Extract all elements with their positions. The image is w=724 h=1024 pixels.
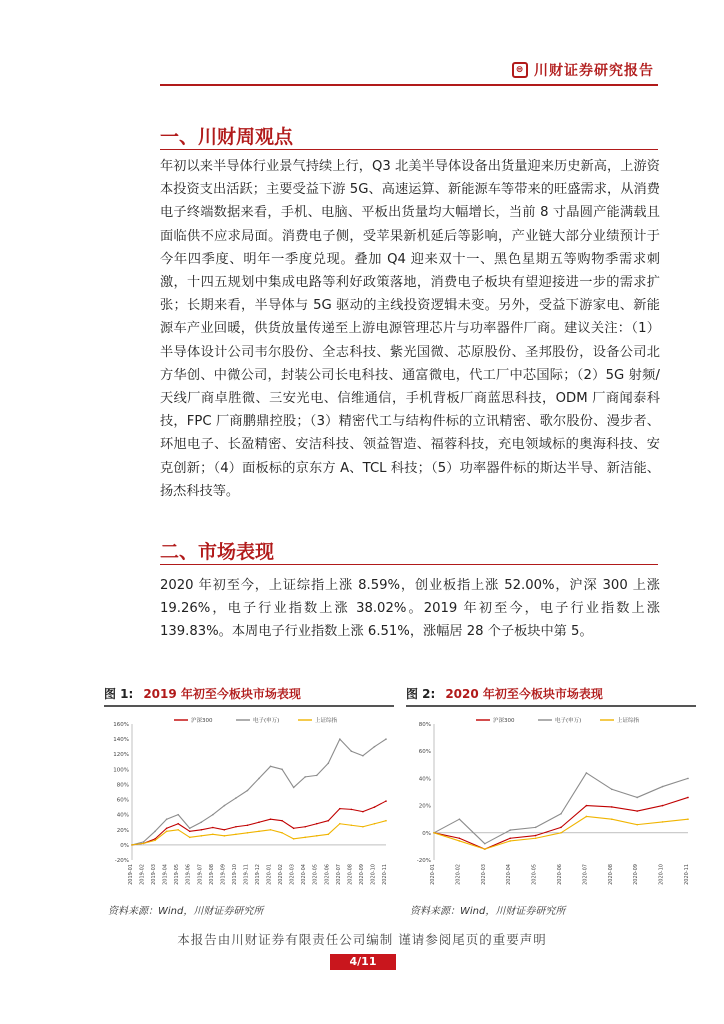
data-point — [293, 838, 295, 840]
data-point — [687, 778, 689, 780]
data-point — [687, 797, 689, 799]
weekly-view-paragraph: 年初以来半导体行业景气持续上行，Q3 北美半导体设备出货量迎来历史新高，上游资本投资支出活跃；主要受益下游 5G、高速运算、新能源车等带来的旺盛需求，从消费电子终端数据来看，手机、电脑、平板出货量均大幅增长，当前 8 寸晶圆产能满载且面临供不应求局面。消费电子侧，受苹果新机延后等影响，产业链大部分业绩预计于今年四季度、明年一季度兑现。叠加 Q4 迎来双十一、黑色星期五等购物季需求刺激，十四五规划中集成电路等利好政策落地，消费电子板块有望迎接进一步的需求扩张；长期来看，半导体与 5G 驱动的主线投资逻辑未变。另外，受益下游家电、新能源车产业回暖，供货放量传递至上游电源管理芯片与功率器件厂商。建议关注：（1）半导体设计公司韦尔股份、全志科技、紫光国微、芯原股份、圣邦股份，设备公司北方华创、中微公司，封装公司长电科技、通富微电，代工厂中芯国际；（2）5G 射频/天线厂商卓胜微、三安光电、信维通信，手机背板厂商蓝思科技，ODM 厂商闻泰科技，FPC 厂商鹏鼎控股；（3）精密代工与结构件标的立讯精密、歌尔股份、漫步者、环旭电子、长盈精密、安洁科技、领益智造、福蓉科技，充电领域标的奥海科技、安克创新；（4）面板标的京东方 A、TCL 科技；（5）功率器件标的斯达半导、新洁能、扬杰科技等。 — [160, 159, 660, 499]
y-tick-label: 100% — [113, 767, 129, 774]
data-point — [459, 840, 461, 842]
data-point — [535, 827, 537, 829]
x-tick-label: 2020-02 — [278, 864, 285, 885]
data-point — [189, 827, 191, 829]
x-tick-label: 2020-03 — [480, 864, 487, 885]
data-point — [484, 843, 486, 845]
figure-2-caption — [406, 685, 696, 707]
data-point — [177, 814, 179, 816]
data-point — [327, 834, 329, 836]
legend-label: 上证综指 — [617, 718, 640, 724]
data-point — [166, 827, 168, 829]
data-point — [327, 762, 329, 764]
data-point — [362, 755, 364, 757]
data-point — [459, 818, 461, 820]
chart-2020 — [406, 710, 696, 900]
data-point — [304, 826, 306, 828]
data-point — [258, 778, 260, 780]
data-point — [224, 835, 226, 837]
x-tick-label: 2020-07 — [335, 864, 342, 885]
data-point — [611, 818, 613, 820]
y-tick-label: 0% — [422, 830, 431, 837]
x-tick-label: 2019-11 — [243, 864, 250, 885]
x-tick-label: 2020-02 — [455, 864, 462, 885]
x-tick-label: 2020-10 — [370, 864, 377, 885]
y-tick-label: 80% — [418, 722, 431, 728]
data-point — [316, 775, 318, 777]
data-point — [385, 738, 387, 740]
data-point — [509, 840, 511, 842]
data-point — [362, 811, 364, 813]
y-tick-label: -20% — [114, 858, 129, 864]
brand-header — [512, 60, 654, 80]
page-number: 4/11 — [330, 954, 396, 970]
y-tick-label: 140% — [113, 737, 129, 744]
y-tick-label: 20% — [418, 803, 431, 810]
y-tick-label: 0% — [120, 842, 129, 849]
brand-name: 川财证券研究报告 — [534, 63, 654, 79]
legend-label: 上证综指 — [315, 718, 338, 724]
x-tick-label: 2019-07 — [197, 864, 204, 885]
x-tick-label: 2019-02 — [139, 864, 146, 885]
section-title-market: 二、市场表现 — [160, 541, 275, 563]
x-tick-label: 2019-06 — [185, 864, 192, 885]
data-point — [258, 821, 260, 823]
y-tick-label: 60% — [418, 749, 431, 756]
x-tick-label: 2020-09 — [358, 864, 365, 885]
x-tick-label: 2019-05 — [174, 864, 181, 885]
data-point — [177, 829, 179, 831]
data-point — [212, 827, 214, 829]
figure-label: 图 1: — [104, 687, 134, 701]
data-point — [687, 818, 689, 820]
data-point — [636, 824, 638, 826]
header-divider — [160, 84, 658, 86]
data-point — [258, 830, 260, 832]
data-point — [235, 834, 237, 836]
figure-1-source: 资料来源：Wind，川财证券研究所 — [108, 906, 264, 917]
legend-label: 电子(申万) — [253, 718, 280, 724]
data-point — [535, 835, 537, 837]
x-tick-label: 2020-06 — [557, 864, 563, 885]
y-tick-label: 80% — [116, 782, 129, 789]
data-point — [484, 848, 486, 850]
data-point — [327, 820, 329, 822]
disclaimer-footer: 本报告由川财证券有限责任公司编制 谨请参阅尾页的重要声明 — [177, 932, 547, 947]
data-point — [636, 810, 638, 812]
data-point — [351, 824, 353, 826]
legend-label: 电子(申万) — [555, 718, 582, 724]
x-tick-label: 2020-03 — [289, 864, 296, 885]
data-point — [200, 835, 202, 837]
x-tick-label: 2020-11 — [382, 864, 388, 885]
y-tick-label: -20% — [416, 858, 431, 864]
data-point — [166, 830, 168, 832]
data-point — [177, 823, 179, 825]
data-point — [339, 823, 341, 825]
data-point — [281, 769, 283, 771]
data-point — [560, 827, 562, 829]
x-tick-label: 2020-04 — [301, 864, 308, 885]
x-tick-label: 2020-05 — [312, 864, 319, 885]
data-point — [662, 786, 664, 788]
x-tick-label: 2020-11 — [684, 864, 690, 885]
data-point — [316, 835, 318, 837]
data-point — [270, 818, 272, 820]
x-tick-label: 2020-05 — [531, 864, 538, 885]
data-point — [189, 837, 191, 839]
data-point — [662, 821, 664, 823]
section-title-weekly-view: 一、川财周观点 — [160, 126, 294, 148]
figure-title: 2020 年初至今板块市场表现 — [445, 687, 603, 701]
data-point — [212, 814, 214, 816]
data-point — [339, 808, 341, 810]
section-divider — [160, 149, 658, 150]
x-tick-label: 2020-10 — [658, 864, 665, 885]
x-tick-label: 2020-08 — [607, 864, 614, 885]
x-tick-label: 2019-12 — [255, 864, 261, 885]
data-point — [166, 818, 168, 820]
x-tick-label: 2019-03 — [151, 864, 158, 885]
x-tick-label: 2019-04 — [162, 864, 169, 885]
x-tick-label: 2020-01 — [430, 864, 436, 885]
data-point — [509, 829, 511, 831]
x-tick-label: 2020-04 — [506, 864, 513, 885]
data-point — [304, 837, 306, 839]
legend-label: 沪深300 — [191, 718, 213, 724]
data-point — [459, 837, 461, 839]
data-point — [154, 830, 156, 832]
data-point — [270, 766, 272, 768]
data-point — [586, 772, 588, 774]
x-tick-label: 2019-08 — [208, 864, 215, 885]
data-point — [131, 844, 133, 846]
data-point — [235, 797, 237, 799]
logo-icon: ⊜ — [512, 62, 528, 78]
figure-title: 2019 年初至今板块市场表现 — [143, 687, 301, 701]
data-point — [611, 806, 613, 808]
data-point — [200, 821, 202, 823]
data-point — [281, 832, 283, 834]
data-point — [224, 829, 226, 831]
data-point — [339, 738, 341, 740]
x-tick-label: 2020-06 — [324, 864, 331, 885]
data-point — [143, 843, 145, 845]
data-point — [212, 834, 214, 836]
series-line — [132, 739, 386, 845]
data-point — [509, 837, 511, 839]
y-tick-label: 40% — [116, 812, 129, 819]
data-point — [281, 820, 283, 822]
data-point — [316, 823, 318, 825]
y-tick-label: 40% — [418, 776, 431, 783]
data-point — [304, 776, 306, 778]
data-point — [143, 841, 145, 843]
chart-2019 — [104, 710, 394, 900]
series-line — [132, 821, 386, 845]
data-point — [586, 816, 588, 818]
data-point — [560, 813, 562, 815]
x-tick-label: 2020-09 — [633, 864, 640, 885]
market-paragraph: 2020 年初至今，上证综指上涨 8.59%，创业板指上涨 52.00%，沪深 300 上涨 19.26%，电子行业指数上涨 38.02%。2019 年初至今，电子行业指数上涨 139.83%。本周电子行业指数上涨 6.51%，涨幅居 28 个子板块中第 5。 — [160, 578, 660, 640]
data-point — [200, 829, 202, 831]
data-point — [374, 823, 376, 825]
data-point — [351, 809, 353, 811]
legend-label: 沪深300 — [493, 718, 515, 724]
data-point — [247, 790, 249, 792]
x-tick-label: 2020-07 — [582, 864, 589, 885]
data-point — [362, 826, 364, 828]
x-tick-label: 2019-01 — [128, 864, 134, 885]
figure-label: 图 2: — [406, 687, 436, 701]
data-point — [293, 787, 295, 789]
data-point — [636, 797, 638, 799]
data-point — [374, 806, 376, 808]
data-point — [586, 805, 588, 807]
section-divider — [160, 564, 658, 565]
data-point — [154, 840, 156, 842]
data-point — [433, 832, 435, 834]
data-point — [189, 830, 191, 832]
data-point — [662, 805, 664, 807]
data-point — [293, 827, 295, 829]
x-tick-label: 2019-10 — [231, 864, 238, 885]
x-tick-label: 2020-08 — [347, 864, 354, 885]
data-point — [535, 837, 537, 839]
data-point — [351, 750, 353, 752]
figure-1-caption — [104, 685, 394, 707]
y-tick-label: 20% — [116, 827, 129, 834]
data-point — [247, 832, 249, 834]
data-point — [235, 826, 237, 828]
y-tick-label: 60% — [116, 797, 129, 804]
data-point — [385, 800, 387, 802]
x-tick-label: 2019-09 — [220, 864, 227, 885]
data-point — [247, 824, 249, 826]
figure-2-source: 资料来源：Wind，川财证券研究所 — [410, 906, 566, 917]
data-point — [374, 746, 376, 748]
x-tick-label: 2020-01 — [266, 864, 273, 885]
data-point — [224, 805, 226, 807]
y-tick-label: 120% — [113, 752, 129, 759]
data-point — [385, 820, 387, 822]
data-point — [270, 829, 272, 831]
data-point — [611, 788, 613, 790]
y-tick-label: 160% — [113, 722, 129, 728]
data-point — [560, 832, 562, 834]
